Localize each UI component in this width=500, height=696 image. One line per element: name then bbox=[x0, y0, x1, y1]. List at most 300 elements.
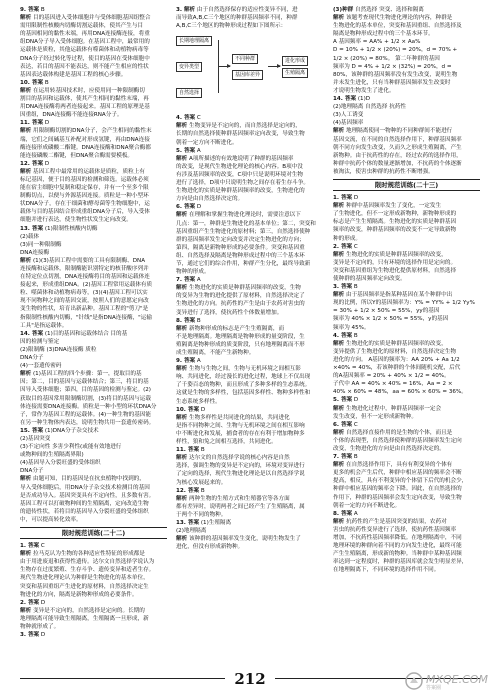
answer-text: 现的比例，所以Y的基因频率为：Y% = YY% + 1/2 Yy% bbox=[333, 300, 475, 307]
answer-label: 4. 答案 bbox=[176, 115, 196, 122]
text-line bbox=[20, 119, 167, 127]
answer-text: 在特定位点切割，DNA连接酶将目的基因和运载体连 bbox=[20, 274, 150, 281]
answer-text: 作用下，种群的基因频率会发生定向改变，导致生物 bbox=[333, 494, 462, 501]
text-line bbox=[333, 469, 480, 477]
page-number: 212 bbox=[234, 670, 266, 688]
text-line bbox=[176, 495, 323, 503]
diagram-box-right-1: 进化形成 bbox=[282, 56, 308, 66]
text-line bbox=[333, 332, 480, 340]
text-line bbox=[176, 519, 323, 527]
answer-label: 7. 答案 bbox=[176, 277, 196, 284]
text-line bbox=[176, 462, 323, 470]
answer-text: 增加，不抗药性基因频率降低。在地理隔离中，不同 bbox=[333, 535, 462, 541]
answer-label: 8. 答案 bbox=[176, 317, 196, 324]
answer-label: 解析 bbox=[20, 257, 32, 264]
text-line bbox=[20, 574, 167, 582]
answer-text: (4)一套遗传密码 bbox=[20, 363, 62, 370]
text-line bbox=[176, 527, 323, 535]
text-line bbox=[20, 403, 167, 411]
text-line bbox=[20, 419, 167, 427]
text-line bbox=[333, 372, 480, 380]
text-line bbox=[333, 566, 480, 574]
answer-label: 8. 答案 bbox=[333, 510, 353, 517]
answer-text: 细胞并进行表达，使生物性状发生定向改变。 bbox=[20, 217, 132, 224]
text-line bbox=[20, 322, 167, 330]
answer-text: 朝着一定方向不断进化。 bbox=[176, 139, 238, 146]
answer-label: 4. 答案 bbox=[333, 332, 353, 339]
answer-text: (2)限制酶 (3)DNA连接酶 质粒 bbox=[20, 346, 97, 353]
text-line bbox=[333, 267, 480, 275]
text-line bbox=[20, 631, 167, 639]
answer-text: D bbox=[199, 406, 206, 413]
answer-text: 长期的自然选择使种群基因频率定向改变，导致生物 bbox=[176, 131, 305, 138]
text-line bbox=[176, 163, 323, 171]
text-line bbox=[176, 22, 323, 30]
answer-text: 这就是生物的多样性，包括基因多样性、物种多样性和 bbox=[176, 390, 311, 397]
answer-text: 因重组，DNA连接酶不能连接RNA分子。 bbox=[20, 112, 123, 119]
answer-text: 频率为 45%。 bbox=[333, 324, 370, 331]
text-line bbox=[333, 502, 480, 510]
text-line bbox=[333, 251, 480, 259]
text-line bbox=[176, 155, 323, 163]
answer-text: DNA分子经过转化等过程，使目的基因在受体细胞中 bbox=[20, 55, 150, 62]
text-line bbox=[20, 136, 167, 144]
answer-text: 割目的基因和运载体，使其产生相同的黏性末端，再 bbox=[20, 96, 149, 103]
text-line bbox=[176, 535, 323, 543]
text-line bbox=[20, 95, 167, 103]
text-line bbox=[20, 330, 167, 338]
answer-text: 工具"是指运载体。 bbox=[20, 322, 68, 329]
answer-text: 用限制酶切割的DNA分子，会产生相同的黏性末 bbox=[31, 128, 152, 135]
text-line bbox=[20, 22, 167, 30]
text-line bbox=[333, 210, 480, 218]
answer-label: 11. 答案 bbox=[176, 447, 200, 454]
answer-text: 现不同物种之间的基因交流，按照人们的意愿定向改 bbox=[20, 298, 149, 305]
text-line bbox=[20, 542, 167, 550]
answer-text: 提高，相反，具有不利变异的个体留下后代的机会少， bbox=[333, 478, 468, 485]
text-line bbox=[20, 395, 167, 403]
answer-text: 生物进化的实质是种群基因频率的改变，生物进化的 bbox=[176, 188, 305, 195]
answer-label: 14. 答案 bbox=[333, 96, 357, 103]
text-line bbox=[176, 454, 323, 462]
answer-text: D bbox=[43, 160, 50, 167]
text-line bbox=[176, 543, 323, 551]
answer-text: 才说明生物发生了进化。 bbox=[333, 87, 395, 94]
answer-text: 突变和基因重组为生物进化提供原材料，自然选择 bbox=[333, 267, 457, 274]
text-line bbox=[20, 550, 167, 558]
diagram-box-mid-1: 不同种群 bbox=[232, 54, 258, 64]
text-line bbox=[176, 122, 323, 130]
text-line bbox=[333, 445, 480, 453]
text-line bbox=[20, 338, 167, 346]
answer-text: 需用限制性核酸内切酶切割运载体，使其产生与目 bbox=[20, 23, 144, 30]
answer-label: 10. 答案 bbox=[20, 79, 44, 86]
text-line bbox=[333, 111, 480, 119]
text-line bbox=[176, 422, 323, 430]
text-line bbox=[333, 168, 480, 176]
text-line bbox=[333, 324, 480, 332]
answer-text: 成生殖隔离，不能产生新物种。 bbox=[176, 350, 255, 356]
answer-text: 物进化的方向，隔离是新物种形成的必要条件。 bbox=[20, 591, 138, 598]
answer-text: B bbox=[195, 317, 201, 324]
answer-text: 中不断进化和发展，捕食者的存在有利于增加物种多 bbox=[176, 430, 305, 437]
text-line bbox=[333, 275, 480, 283]
answer-text: 运载体是质粒，其他运载体有噬菌体和动植物病毒等 bbox=[20, 47, 149, 54]
answer-text: 种的形成。 bbox=[333, 235, 361, 242]
answer-text: 基因表达载体构建是基因工程的核心步骤。 bbox=[20, 71, 127, 78]
answer-text: 表达，若目的基因不能表达，则不能产生相应的性状 bbox=[20, 63, 149, 70]
answer-label: 3. 答案 bbox=[20, 632, 40, 639]
answer-text: 种群中相应基因的频率会下降。因此，在自然选择的 bbox=[333, 486, 462, 493]
text-line bbox=[20, 71, 167, 79]
watermark-icon bbox=[404, 671, 424, 691]
answer-text: 中，可以提高转化效率。 bbox=[20, 516, 82, 523]
answer-text: 在自然选择作用下，具有有利变异的个体有 bbox=[344, 462, 453, 469]
text-line bbox=[176, 333, 323, 341]
text-line bbox=[333, 283, 480, 291]
answer-text: 有涉及基因频率的改变，C项中只是说明环境对生物 bbox=[176, 171, 303, 178]
answer-label: 解析 bbox=[333, 203, 345, 210]
answer-text: 变异是不定向的，只有环境的选择作用是定向的。 bbox=[333, 259, 457, 266]
answer-text: A bbox=[195, 277, 201, 284]
answer-text: C bbox=[352, 243, 358, 250]
answer-text: 子，常作为基因工程的运载体。(4)一种生物的基因能 bbox=[20, 411, 151, 418]
text-line bbox=[176, 414, 323, 422]
text-line bbox=[176, 381, 323, 389]
answer-text: 现代生物进化理论认为种群是生物进化的基本单位， bbox=[20, 575, 149, 582]
text-line bbox=[20, 176, 167, 184]
answer-text: DNA分子 bbox=[20, 468, 44, 475]
answer-label: 解析 bbox=[333, 292, 345, 299]
text-line bbox=[176, 6, 323, 14]
answer-text: 样性，狼和兔之间相互选择，共同进化。 bbox=[176, 439, 277, 446]
answer-text: 自然选择 突变、选择和隔离 bbox=[353, 7, 424, 13]
answer-text: 生物进化的方向。抗药性的产生是由于农药对害虫的 bbox=[176, 301, 305, 308]
answer-label: 解析 bbox=[176, 366, 188, 373]
text-line bbox=[20, 566, 167, 574]
text-line bbox=[20, 599, 167, 607]
answer-text: 生物多样性是共同进化的结果，共同进化 bbox=[187, 414, 290, 421]
answer-text: A 基因频率 = AA% + 1/2 × Aa% bbox=[333, 39, 421, 46]
text-line bbox=[176, 470, 323, 478]
diagram-box-left-3: 自然选择 bbox=[176, 88, 202, 98]
text-line bbox=[176, 252, 323, 260]
answer-text: 变生物的性状，培育出新品种。基因工程的"剪刀"是 bbox=[20, 306, 149, 313]
text-line bbox=[20, 289, 167, 297]
text-line bbox=[20, 427, 167, 435]
answer-label: (3)种群 bbox=[333, 7, 354, 13]
watermark-text: MXQE.COM bbox=[426, 673, 488, 686]
text-line bbox=[333, 235, 480, 243]
answer-text: 状DNA分子，存在于细菌和酵母菌等生物细胞中，运 bbox=[20, 201, 150, 208]
text-line bbox=[176, 503, 323, 511]
text-line bbox=[20, 103, 167, 111]
text-line bbox=[176, 114, 323, 122]
text-line bbox=[20, 623, 167, 631]
answer-label: 解析 bbox=[20, 87, 32, 94]
answer-text: 标记基因，便于目的基因的检测和筛选。运载体必须 bbox=[20, 176, 149, 183]
text-line bbox=[176, 479, 323, 487]
text-line bbox=[20, 152, 167, 160]
text-line bbox=[20, 184, 167, 192]
answer-text: D bbox=[352, 397, 359, 404]
text-line bbox=[333, 30, 480, 38]
text-line bbox=[20, 607, 167, 615]
text-line bbox=[20, 87, 167, 95]
column-middle bbox=[176, 6, 323, 551]
answer-text: 由题可知，目的基因是在抗虫植物中找到的， bbox=[31, 476, 145, 483]
answer-text: 使种群的基因频率定向改变。 bbox=[333, 276, 406, 282]
answer-text: 子代中 AA = 40% × 40% = 16%，Aa = 2 × bbox=[333, 381, 453, 388]
answer-text: 在运用转基因技术时，应使用同一种限制酶切 bbox=[31, 87, 145, 94]
answer-text: 第四，隔离是新物种形成的必要条件。突变和基因重 bbox=[176, 244, 305, 251]
answer-text: (1)基因工程的四个步骤：第一，提取目的基 bbox=[31, 371, 142, 378]
text-line bbox=[20, 354, 167, 362]
answer-text: D = 10% + 1/2 × (20%) = 20%，d = 70% + bbox=[333, 47, 458, 54]
answer-label: 6. 答案 bbox=[176, 204, 196, 211]
answer-text: (1)目的基因和运载体结合 目的基 bbox=[43, 330, 128, 337]
text-line bbox=[333, 226, 480, 234]
answer-text: 殖隔离是物种形成的质变阶段，只有地理隔离而不形 bbox=[176, 341, 305, 348]
text-line bbox=[333, 38, 480, 46]
text-line bbox=[20, 500, 167, 508]
answer-text: 不是地理隔离。地理隔离是物种形成的量变阶段，生 bbox=[176, 333, 305, 340]
answer-text: 获取目的基因常用限制酶切割，(3)将目的基因与运载 bbox=[20, 395, 151, 402]
text-line bbox=[176, 446, 323, 454]
answer-text: 能在宿主细胞中复制和稳定保存，并有一个至多个限 bbox=[20, 185, 149, 192]
answer-text: B bbox=[39, 7, 45, 13]
answer-label: 1. 答案 bbox=[333, 195, 353, 202]
text-line bbox=[333, 218, 480, 226]
text-line bbox=[176, 300, 323, 308]
text-line bbox=[20, 583, 167, 591]
answer-text: 变异是不定向的，自然选择是定向的。长期的 bbox=[31, 607, 145, 614]
text-line bbox=[176, 244, 323, 252]
answer-text: 因的检测与鉴定 bbox=[20, 338, 60, 345]
answer-label: 解析 bbox=[20, 476, 32, 483]
text-line bbox=[20, 160, 167, 168]
text-line bbox=[20, 14, 167, 22]
text-line bbox=[333, 405, 480, 413]
answer-text: 基因工程可以打破物种间的生殖隔离，定向改造生物 bbox=[20, 500, 149, 507]
answer-text: 新物种。由于抗药性的存在，经过农药的选择作用， bbox=[333, 152, 462, 159]
text-line bbox=[176, 292, 323, 300]
text-line bbox=[20, 249, 167, 257]
text-line bbox=[20, 265, 167, 273]
answer-label: 12. 答案 bbox=[20, 160, 44, 167]
answer-text: 由于用进废退和获得性遗传。达尔文自然选择学说认为 bbox=[20, 559, 155, 566]
answer-text: 体连接需要DNA连接酶。质粒是一种小型的环状DNA分 bbox=[20, 403, 157, 410]
text-line bbox=[176, 389, 323, 397]
answer-text: 频率的改变，种群基因频率的改变不一定导致新物 bbox=[333, 227, 457, 234]
answer-text: (2)载体 bbox=[20, 233, 40, 240]
text-line bbox=[20, 111, 167, 119]
answer-text: 组DNA分子导入受体细胞。在基因工程中，最常用的 bbox=[20, 39, 150, 46]
text-line bbox=[20, 55, 167, 63]
answer-text: 地理隔离可能导致生殖隔离，生殖隔离一旦形成，新 bbox=[20, 615, 149, 622]
text-line bbox=[333, 348, 480, 356]
answer-label: 5. 答案 bbox=[176, 147, 196, 154]
text-line bbox=[333, 542, 480, 550]
text-line bbox=[20, 475, 167, 483]
answer-text: 导入受体细胞后，用DNA分子杂交技术检测目的基因 bbox=[20, 484, 150, 491]
answer-label: 13. 答案 bbox=[20, 225, 44, 232]
answer-text: 响、共同进化，经过漫长的进化过程，地球上不仅出现 bbox=[176, 374, 311, 381]
answer-text: 在理解和掌握生物进化理论时，需要注意以下 bbox=[187, 212, 301, 219]
answer-text: 种群中抗药个体的数量逐渐增加，不抗药的个体逐渐 bbox=[333, 160, 462, 167]
answer-text: 是否成功导入。基因突变具有不定向性，且多数有害。 bbox=[20, 492, 155, 499]
answer-label: 解析 bbox=[20, 15, 32, 22]
answer-text: 朝不同方向发生改变，久而久之形成生殖隔离，产生 bbox=[333, 144, 462, 151]
text-line bbox=[20, 79, 167, 87]
answer-text: 或物种间的生殖隔离界限) bbox=[20, 452, 84, 459]
text-line bbox=[176, 187, 323, 195]
section-heading: 限时规范训练(二十二) bbox=[20, 527, 167, 539]
answer-text: C bbox=[352, 421, 358, 428]
text-line bbox=[176, 260, 323, 268]
text-line bbox=[20, 591, 167, 599]
answer-label: 解析 bbox=[176, 155, 188, 162]
answer-label: 解析 bbox=[176, 414, 188, 421]
answer-text: 进化，但没有形成新物种。 bbox=[176, 544, 244, 551]
answer-text: B bbox=[43, 79, 49, 86]
answer-text: 改变，生物进化的方向是由自然选择决定的。 bbox=[333, 445, 445, 452]
text-line bbox=[176, 147, 323, 155]
answer-text: 载体与目的基因结合形成重组DNA分子后，导入受体 bbox=[20, 209, 150, 216]
text-line bbox=[333, 127, 480, 135]
text-line bbox=[176, 14, 323, 22]
answer-text: 生物进化的实质是种群基因频率的改变，生物 bbox=[187, 285, 301, 292]
text-line bbox=[20, 63, 167, 71]
answer-label: 解析 bbox=[176, 495, 188, 502]
answer-label: 解析 bbox=[20, 371, 32, 378]
answer-label: 解析 bbox=[333, 462, 345, 469]
answer-text: 害虫的抗药性变异进行了选择，使抗药性基因频率 bbox=[333, 526, 457, 533]
diagram-arrow-1 bbox=[218, 66, 230, 67]
text-line bbox=[20, 558, 167, 566]
text-line bbox=[333, 63, 480, 71]
text-line bbox=[333, 356, 480, 364]
text-line bbox=[20, 484, 167, 492]
answer-text: 生物进化的实质是种群基因频率的改变， bbox=[344, 251, 447, 258]
text-line bbox=[333, 152, 480, 160]
answer-label: 解析 bbox=[333, 405, 345, 412]
answer-text: 而导致A,B,C三个地区的种群基因频率不同，种群 bbox=[176, 15, 298, 22]
answer-text: (1)D bbox=[356, 96, 371, 103]
answer-label: 10. 答案 bbox=[176, 406, 200, 413]
text-line bbox=[176, 398, 323, 406]
answer-text: 基因重组产生生物进化的原材料；第三，自然选择使种 bbox=[176, 228, 311, 235]
text-line bbox=[333, 299, 480, 307]
answer-text: 接起来，形成重组DNA。(2)基因工程常用运载体有质 bbox=[20, 282, 153, 289]
answer-text: 选择，强调生物的变异是不定向的，环境对变异进行 bbox=[176, 463, 305, 470]
text-line bbox=[333, 55, 480, 63]
text-line bbox=[20, 233, 167, 241]
text-line bbox=[333, 494, 480, 502]
answer-text: 生物进化的实质是种群基因频率的改变， bbox=[344, 340, 447, 347]
answer-text: 由于自然选择保存的适应性变异不同，进 bbox=[195, 7, 298, 13]
answer-text: 生物进化过程中，种群基因频率一定会 bbox=[344, 405, 442, 412]
text-line bbox=[333, 510, 480, 518]
answer-text: D bbox=[39, 632, 46, 639]
answer-label: 3. 答案 bbox=[333, 284, 353, 291]
answer-label: 5. 答案 bbox=[333, 397, 353, 404]
answer-label: 解析 bbox=[333, 128, 345, 135]
answer-text: (3)不定向性 多害少利性(或能有效地进行 bbox=[20, 444, 122, 451]
answer-text: (3)人工诱变 bbox=[333, 112, 364, 119]
answer-text: 进行了选择，D项中只说明生物之间存在着生存斗争。 bbox=[176, 180, 309, 187]
answer-label: 2. 答案 bbox=[20, 599, 40, 606]
diagram-box-left-1: 长期地理隔离 bbox=[176, 36, 212, 46]
text-line bbox=[333, 534, 480, 542]
text-line bbox=[20, 362, 167, 370]
answer-label: 2. 答案 bbox=[333, 243, 353, 250]
text-line bbox=[176, 349, 323, 357]
text-line bbox=[333, 340, 480, 348]
answer-text: 并未发生进化，只有当种群基因频率发生改变时 bbox=[333, 79, 451, 86]
text-line bbox=[333, 95, 480, 103]
answer-text: 端，它们之间碱基互补配对形成氢键，再由DNA连接 bbox=[20, 136, 150, 143]
text-line bbox=[333, 136, 480, 144]
text-line bbox=[176, 325, 323, 333]
answer-text: (1)生殖隔离 bbox=[199, 519, 232, 526]
text-line bbox=[176, 228, 323, 236]
text-line bbox=[20, 435, 167, 443]
answer-text: 40% × 60% = 48%，aa = 60% × 60% = 36%。 bbox=[333, 389, 467, 396]
text-line bbox=[20, 46, 167, 54]
answer-text: 更多的机会产生后代，种群中相应基因的频率会不断 bbox=[333, 470, 462, 477]
answer-text: B bbox=[352, 454, 358, 461]
text-line bbox=[20, 297, 167, 305]
answer-label: 11. 答案 bbox=[20, 120, 44, 127]
text-line bbox=[333, 315, 480, 323]
answer-text: 80%，该种群的基因频率没有发生改变，说明生物 bbox=[333, 71, 458, 78]
answer-label: 解析 bbox=[176, 325, 188, 332]
answer-text: D bbox=[195, 204, 202, 211]
answer-text: 生物与生物之间，生物与无机环境之间相互影 bbox=[187, 366, 301, 373]
text-line bbox=[176, 171, 323, 179]
text-line bbox=[333, 46, 480, 54]
answer-text: (1)(3)基因工程中需要的工具有限制酶、DNA bbox=[31, 257, 146, 264]
text-line bbox=[333, 396, 480, 404]
answer-label: 13. 答案 bbox=[176, 519, 200, 526]
answer-text: 标志是产生生殖隔离。生物进化的实质是种群基因 bbox=[333, 219, 457, 226]
answer-text: 基因工程中最常用的运载体是质粒，质粒上有 bbox=[31, 168, 145, 175]
text-line bbox=[20, 346, 167, 354]
text-line bbox=[176, 487, 323, 495]
answer-text: 新物种形成的标志是产生生殖隔离，而 bbox=[187, 325, 285, 332]
answer-text: D bbox=[352, 195, 359, 202]
text-line bbox=[20, 467, 167, 475]
answer-text: 1/2 × (20%) = 80%。 第二年种群的基因 bbox=[333, 55, 440, 62]
text-line bbox=[176, 357, 323, 365]
answer-text: D bbox=[43, 120, 50, 127]
text-line bbox=[333, 144, 480, 152]
text-line bbox=[333, 291, 480, 299]
text-line bbox=[20, 6, 167, 14]
answer-text: 被淘汰，使害虫种群的抗药性不断增强。 bbox=[333, 168, 434, 175]
answer-text: 突变和基因重组产生进化的原材料，自然选择决定生 bbox=[20, 583, 149, 590]
text-line bbox=[20, 225, 167, 233]
text-line bbox=[333, 14, 480, 22]
text-line bbox=[20, 492, 167, 500]
answer-text: B bbox=[352, 284, 358, 291]
text-line bbox=[20, 200, 167, 208]
text-line bbox=[176, 268, 323, 276]
answer-label: 解析 bbox=[176, 536, 188, 543]
text-line bbox=[333, 429, 480, 437]
answer-text: ×40% = 40%，若该种群的个体间随机交配，后代 bbox=[333, 365, 461, 372]
